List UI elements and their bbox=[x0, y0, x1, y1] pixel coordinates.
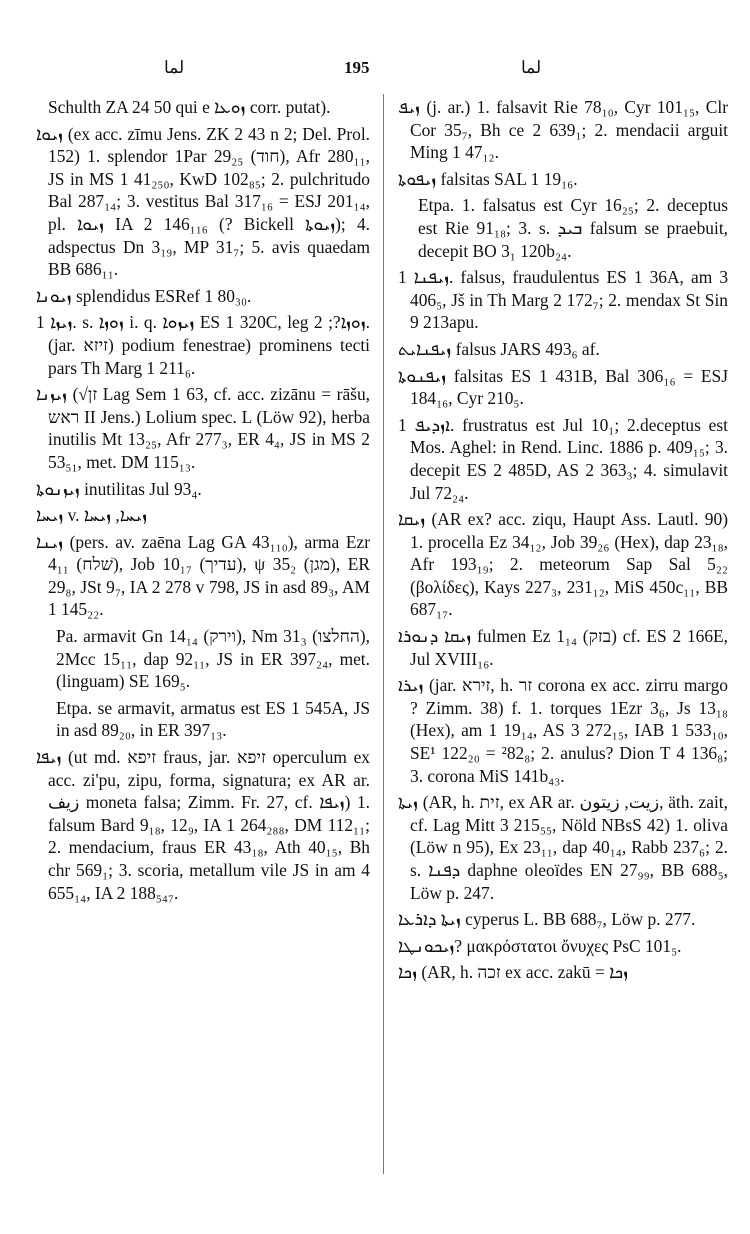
dictionary-entry: ܙܝܘܢܐ splendidus ESRef 1 80₃₀. bbox=[36, 285, 252, 306]
dictionary-entry: ܙܝܦܘܬܐ falsitas SAL 1 19₁₆. bbox=[398, 168, 578, 189]
dictionary-entry: ܙܝܬܐ (AR, h. זית, ex AR ar. زيت, زيتون, äth. zait, cf. Lag Mitt 3 215₅₅, Nöld NBsS 42) 1. oliva (Löw n 95), Ex 23₁₁, dap 40₁₄, Rabb 237₆; 2. s. ܕܦܢܐ daphne oleoïdes EN 27₉₉, BB 688₅, Löw p. 247. bbox=[398, 792, 728, 903]
dictionary-entry: ܙܝܙܢܘܬܐ inutilitas Jul 93₄. bbox=[36, 478, 202, 499]
dictionary-entry: Schulth ZA 24 50 qui e ܙܘܥܐ corr. putat). bbox=[48, 97, 331, 117]
dictionary-subentry: Etpa. se armavit, armatus est ES 1 545A, JS in asd 89₂₀, in ER 397₁₃. bbox=[56, 697, 370, 741]
page-header bbox=[0, 58, 750, 86]
dictionary-entry: ܐܙܕܝܦ 1. frustratus est Jul 10₁; 2.deceptus est Mos. Aghel: in Rend. Linc. 1886 p. 409₁₅; 3. decepit ES 2 485D, AS 2 363₃; 4. simulavit Jul 72₂₄. bbox=[398, 414, 728, 503]
dictionary-entry: ܙܟܐ (AR, h. זכה ex acc. zakū = ܙܟܐ bbox=[398, 962, 629, 983]
dictionary-entry: ܙܝܘܐ (ex acc. zīmu Jens. ZK 2 43 n 2; Del. Prol. 152) 1. splendor 1Par 29₂₅ (חוד), Afr 280₁₁, JS in MS 1 41₂₅₀, KwD 102₈₅; 2. pulchritudo Bal 287₁₄; 3. vestitus Bal 317₁₆ = ESJ 201₁₄, pl. ܙܝܘܐ IA 2 146₁₁₆ (? Bickell ܙܝܘܬܐ); 4. adspectus Dn 3₁₉, MP 31₇; 5. avis quaedam BB 686₁₁. bbox=[36, 123, 371, 280]
running-head-left: ﻟﻤﺎ bbox=[164, 58, 185, 77]
dictionary-entry: ܙܝܦ (j. ar.) 1. falsavit Rie 78₁₀, Cyr 101₁₅, Clr Cor 35₇, Bh ce 2 639₁; 2. mendacii arguit Ming 1 47₁₂. bbox=[398, 97, 728, 163]
dictionary-entry: ܙܝܦܢܘܬܐ falsitas ES 1 431B, Bal 306₁₆ = ESJ 184₁₆, Cyr 210₅. bbox=[398, 365, 728, 409]
page-number: 195 bbox=[344, 58, 370, 77]
dictionary-entry: ܙܝܩܐ ܕܢܘܪܐ fulmen Ez 1₁₄ (בזק) cf. ES 2 166E, Jul XVIII₁₆. bbox=[398, 626, 728, 669]
left-column bbox=[36, 96, 370, 908]
dictionary-entry: ܙܝܟܘܢܛܐ? μακρόστατοι ὄνυχες PsC 101₅. bbox=[398, 935, 682, 956]
dictionary-entry: ܙܝܙܢܐ (√זן Lag Sem 1 63, cf. acc. zizānu = rāšu, ראש II Jens.) Lolium spec. L (Löw 92), herba inutilis Mt 13₂₅, Afr 277₃, ER 4₄, JS in MS 2 53₅₁, met. DM 115₁₃. bbox=[36, 384, 370, 472]
dictionary-entry: ܙܝܦܢܐܝܬ falsus JARS 493₆ af. bbox=[398, 338, 600, 359]
running-head-right: ﻟﻤﺎ bbox=[521, 58, 542, 77]
dictionary-subentry: Etpa. 1. falsatus est Cyr 16₂₅; 2. deceptus est Rie 91₁₈; 3. s. ܒܝܕ falsum se praebuit, decepit BO 3₁ 120b₂₄. bbox=[418, 195, 729, 261]
dictionary-entry: ܙܝܙܐ 1. s. ܙܘܙܐ i. q. ܙܝܙܘܐ ES 1 320C, leg ܙܘܙܐ?; 2. (jar. זיזא) podium fenestrae) prominens tecti pars Th Marg 1 211₆. bbox=[36, 312, 370, 378]
dictionary-entry: ܙܝܦܢܐ 1. falsus, fraudulentus ES 1 36A, am 3 406₅, Jš in Th Marg 2 172₇; 2. mendax St Sin 9 213apu. bbox=[398, 267, 729, 333]
dictionary-entry: ܙܝܚܐ v. ܙܝܚܐ, ܙܝܚܐ bbox=[36, 505, 148, 526]
dictionary-entry: ܙܝܢܐ (pers. av. zaēna Lag GA 43₁₁₀), arma Ezr 4₁₁ (שׁלח), Job 10₁₇ (עדיך), ψ 35₂ (מגן), ER 29₈, JSt 9₇, IA 2 278 v 798, JS in asd 89₃, AM 1 145₂₂. bbox=[36, 531, 370, 620]
dictionary-entry: ܙܝܩܐ (AR ex? acc. ziqu, Haupt Ass. Lautl. 90) 1. procella Ez 34₁₂, Job 39₂₆ (Hex), dap 23₁₈, Afr 193₁₉; 2. meteorum Sap Sal 5₂₂ (βολίδες), Kays 227₃, 231₁₂, MiS 450c₁₁, BB 687₁₇. bbox=[398, 509, 728, 620]
dictionary-subentry: Pa. armavit Gn 14₁₄ (וירק), Nm 31₃ (החלצו), 2Mcc 15₁₁, dap 92₁₁, JS in ER 397₂₄, met. (linguam) SE 169₅. bbox=[56, 626, 371, 692]
column-divider bbox=[383, 94, 384, 1174]
dictionary-entry: ܙܝܬܐ ܕܐܪܥܐ cyperus L. BB 688₇, Löw p. 277. bbox=[398, 909, 696, 930]
dictionary-entry: ܙܝܪܐ (jar. זירא, h. זר corona ex acc. zirru margo ? Zimm. 38) f. 1. torques 1Ezr 3₆, Js 13₁₈ (Hex), am 1 19₁₄, AS 3 272₁₅, IAB 1 533₁₀, SE¹ 122₂₀ = ²82₈; 2. anulus? Dion T 4 136₈; 3. corona MiS 141b₄₃. bbox=[398, 675, 729, 786]
right-column bbox=[398, 96, 728, 988]
dictionary-entry: ܙܝܦܐ (ut md. זיפא fraus, jar. זיפא operculum ex acc. zi'pu, zipu, forma, signatura; ex AR ar. زيف moneta falsa; Zimm. Fr. 27, cf. ܙܝܦܐ) 1. falsum Bard 9₁₈, 12₉, IA 1 264₂₈₈, DM 112₁₁; 2. mendacium, fraus ER 43₁₈, Ath 40₁₅, Bh chr 569₁; 3. scoria, metallum vile JS in am 4 655₁₄, IA 2 188₅₄₇. bbox=[36, 747, 370, 903]
